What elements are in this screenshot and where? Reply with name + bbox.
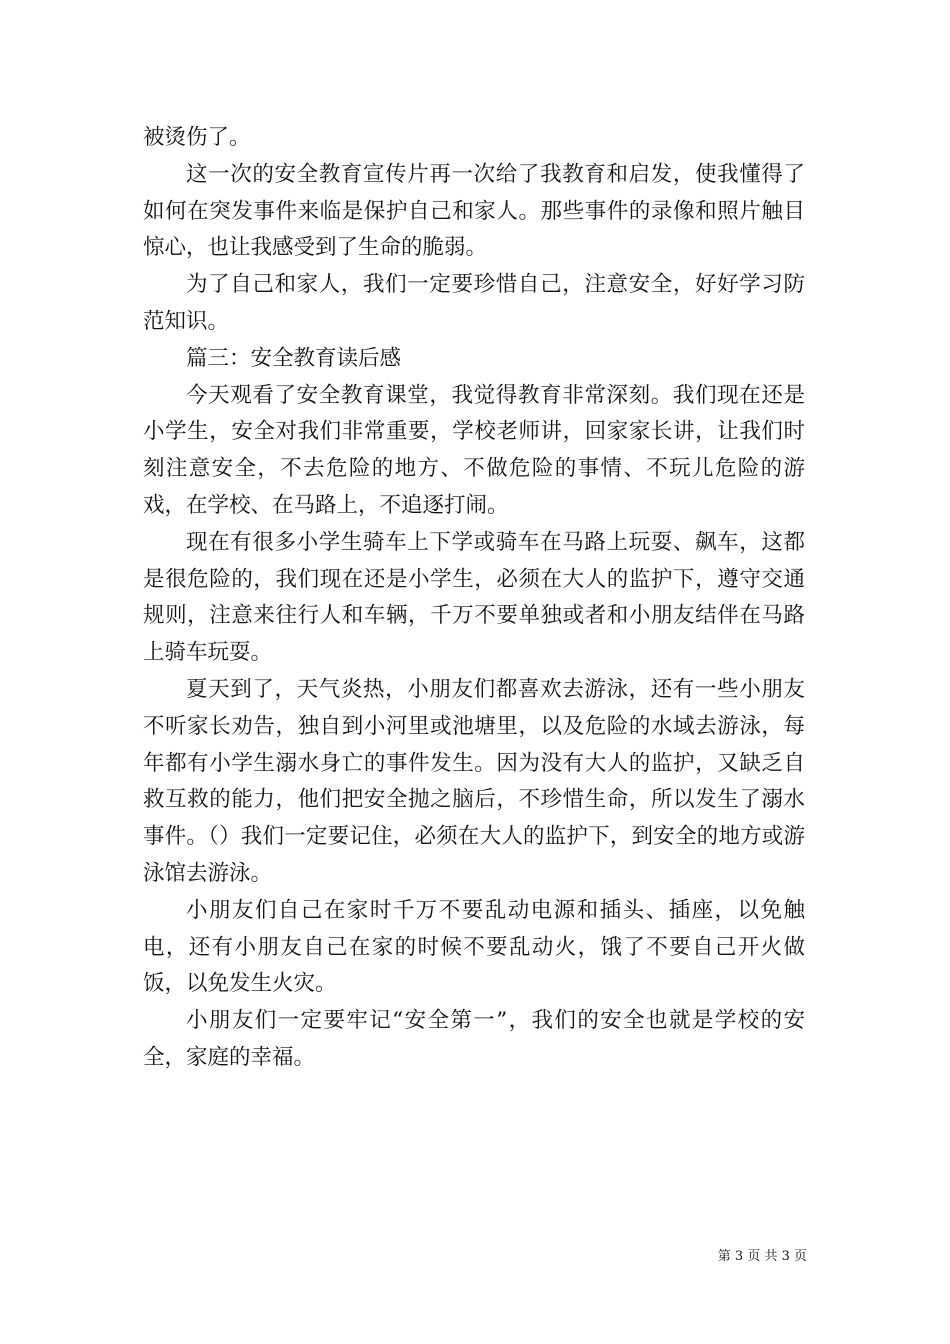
paragraph-6: 现在有很多小学生骑车上下学或骑车在马路上玩耍、飙车，这都是很危险的，我们现在还是小学生，必须在大人的监护下，遵守交通规则，注意来往行人和车辆，千万不要单独或者和小朋友结伴在马路上骑车玩耍。 [143,529,805,666]
section-heading: 篇三：安全教育读后感 [186,345,402,371]
paragraph-8: 小朋友们自己在家时千万不要乱动电源和插头、插座，以免触电，还有小朋友自己在家的时候不要乱动火，饿了不要自己开火做饭，以免发生火灾。 [143,897,805,997]
paragraph-2: 这一次的安全教育宣传片再一次给了我教育和启发，使我懂得了如何在突发事件来临是保护自己和家人。那些事件的录像和照片触目惊心，也让我感受到了生命的脆弱。 [143,161,805,261]
paragraph-9: 小朋友们一定要牢记“安全第一”，我们的安全也就是学校的安全，家庭的幸福。 [143,1008,805,1070]
paragraph-7: 夏天到了，天气炎热，小朋友们都喜欢去游泳，还有一些小朋友不听家长劝告，独自到小河里或池塘里，以及危险的水域去游泳，每年都有小学生溺水身亡的事件发生。因为没有大人的监护，又缺乏自救互救的能力，他们把安全抛之脑后，不珍惜生命，所以发生了溺水事件。（）我们一定要记住，必须在大人的监护下，到安全的地方或游泳馆去游泳。 [143,676,805,886]
paragraph-3: 为了自己和家人，我们一定要珍惜自己，注意安全，好好学习防范知识。 [143,272,805,334]
page-number: 第 3 页 共 3 页 [717,1249,807,1264]
paragraph-5: 今天观看了安全教育课堂，我觉得教育非常深刻。我们现在还是小学生，安全对我们非常重要，学校老师讲，回家家长讲，让我们时刻注意安全，不去危险的地方、不做危险的事情、不玩儿危险的游戏，在学校、在马路上，不追逐打闹。 [143,382,805,518]
document-body [143,120,805,1077]
paragraph-1: 被烫伤了。 [143,125,251,150]
